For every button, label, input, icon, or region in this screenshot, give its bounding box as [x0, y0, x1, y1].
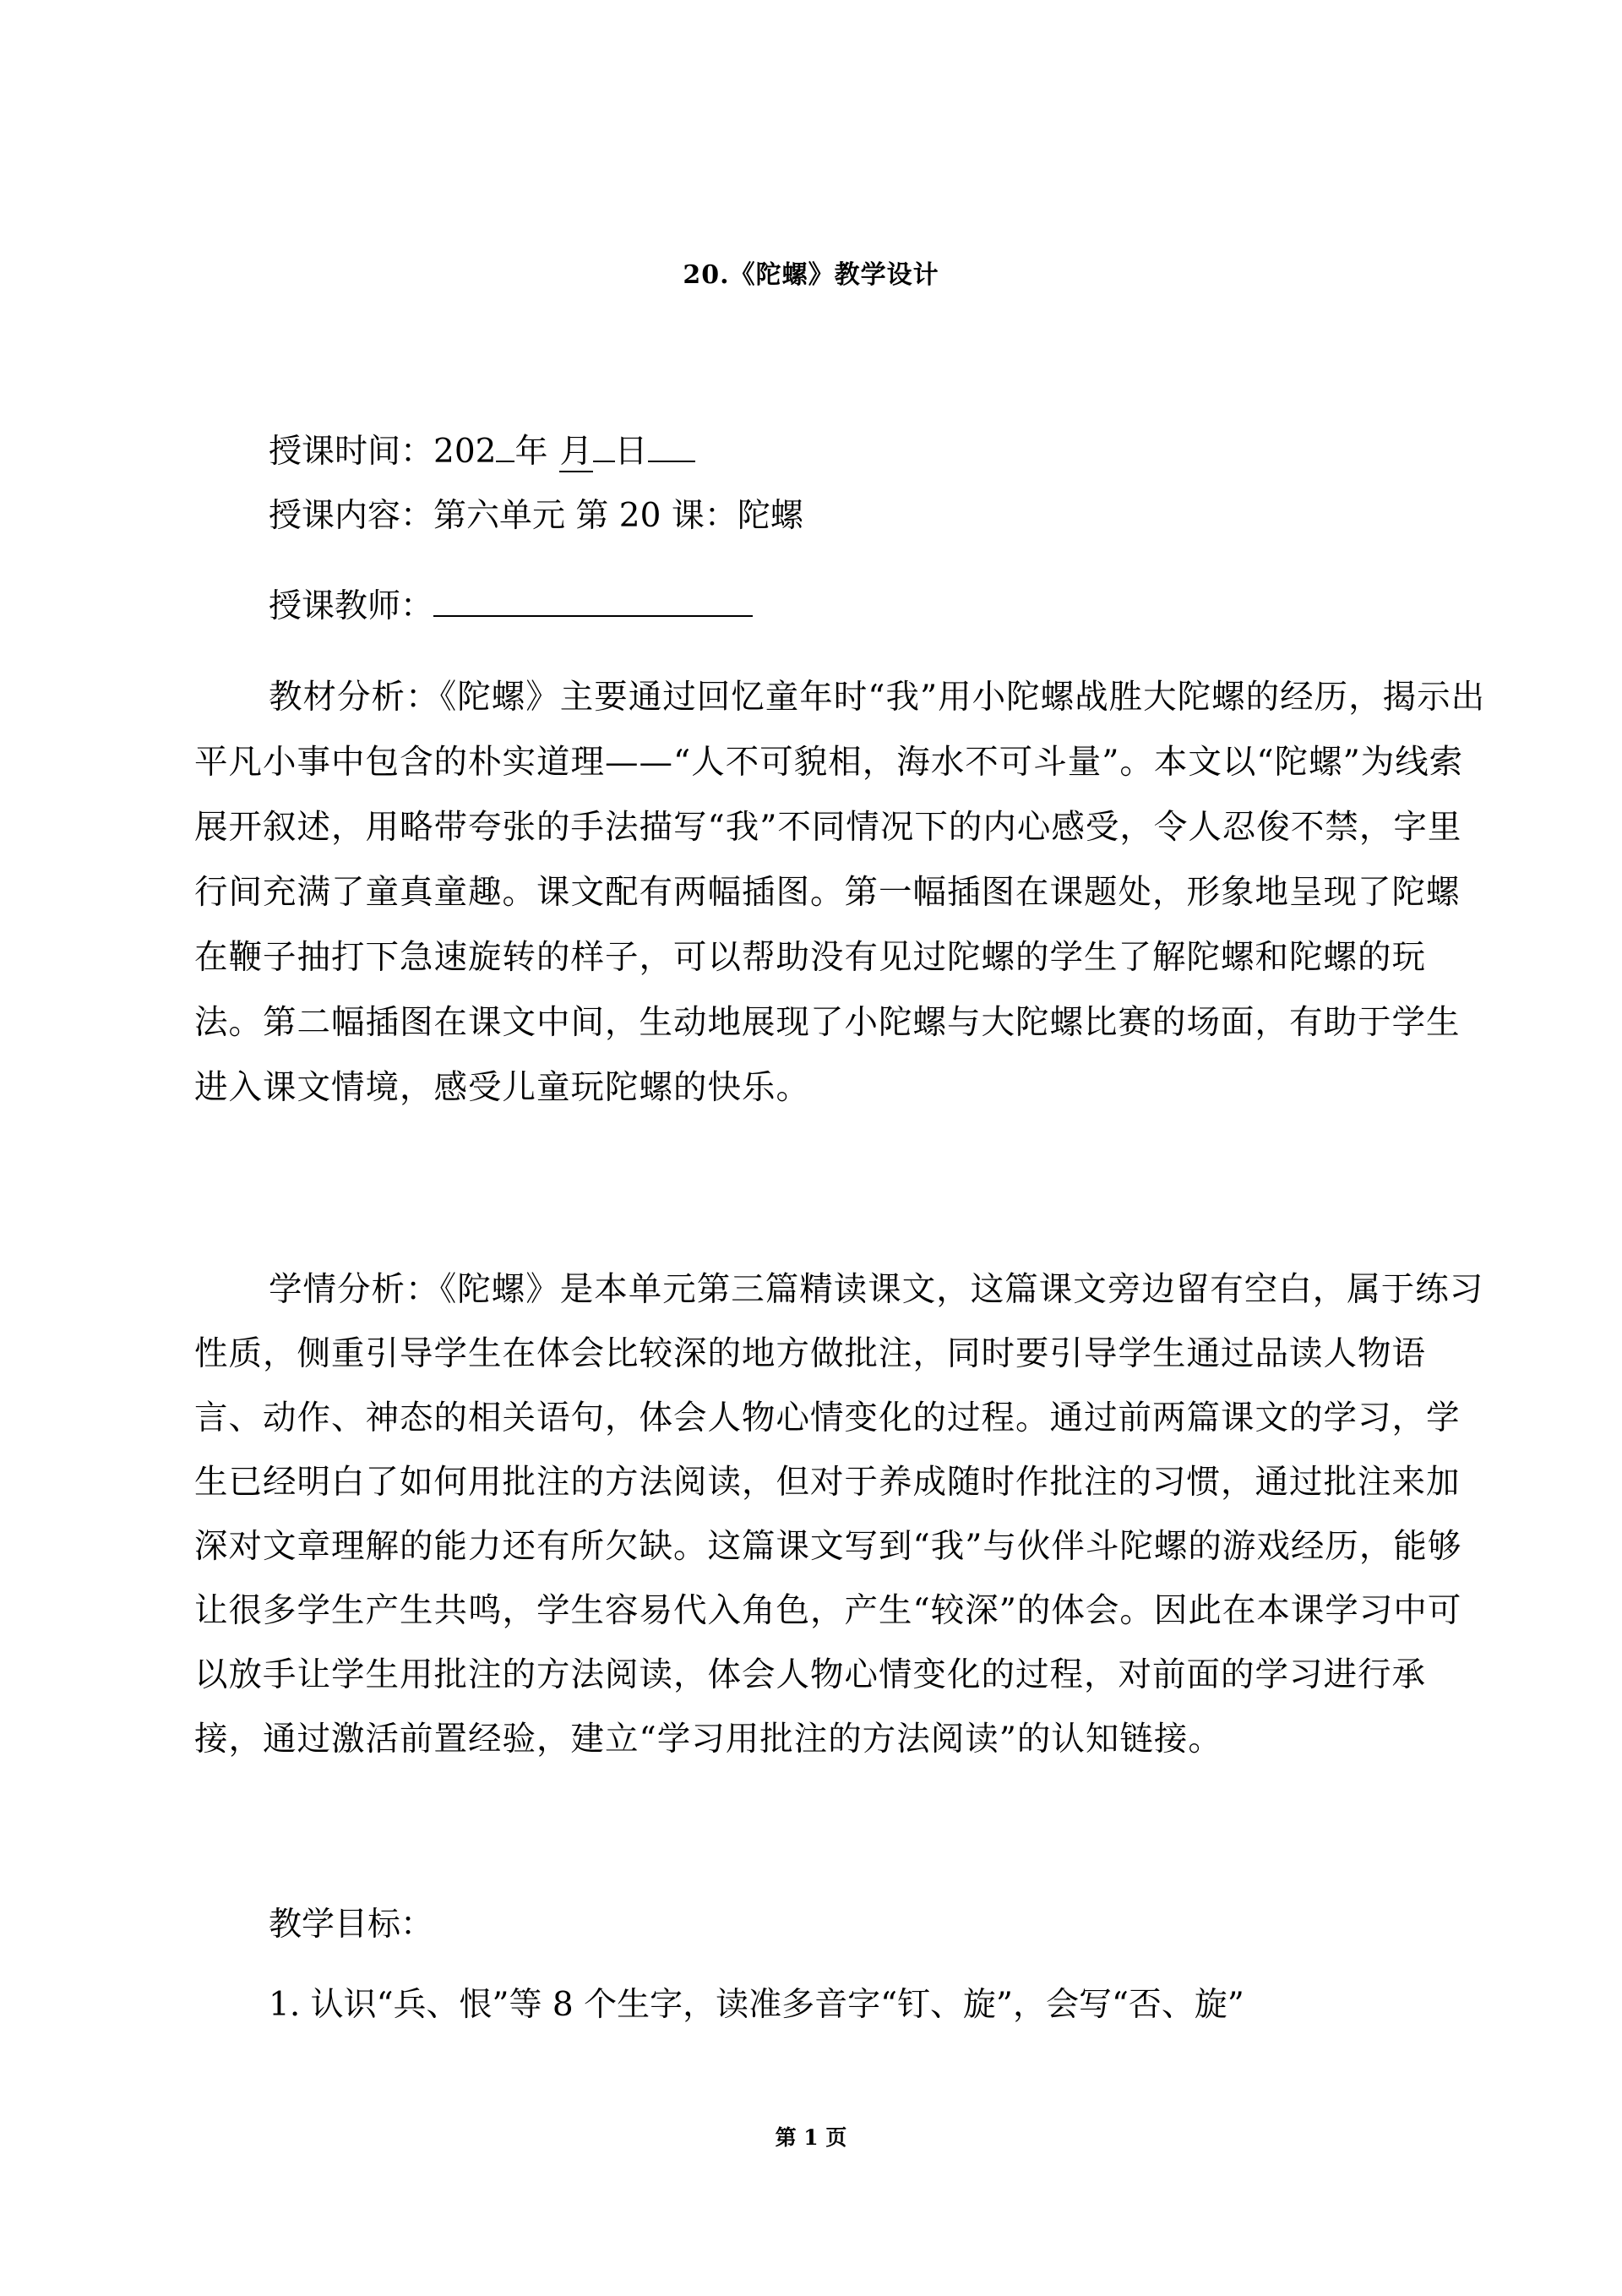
day-blank	[648, 432, 695, 462]
year-blank	[496, 432, 514, 462]
class-teacher-label: 授课教师：	[269, 587, 434, 625]
objectives-heading: 教学目标：	[269, 1906, 434, 1944]
class-time-year-prefix: 202	[433, 433, 497, 471]
page-number-footer: 第 1 页	[775, 2125, 847, 2150]
class-teacher-line	[269, 586, 753, 628]
material-analysis-paragraph: 教材分析：《陀螺》主要通过回忆童年时“我”用小陀螺战胜大陀螺的经历，揭示出平凡小事中包含的朴实道理——“人不可貌相，海水不可斗量”。本文以“陀螺”为线索展开叙述，用略带夸张的手法描写“我”不同情况下的内心感受，令人忍俊不禁，字里行间充满了童真童趣。课文配有两幅插图。第一幅插图在课题处，形象地呈现了陀螺在鞭子抽打下急速旋转的样子，可以帮助没有见过陀螺的学生了解陀螺和陀螺的玩法。第二幅插图在课文中间，生动地展现了小陀螺与大陀螺比赛的场面，有助于学生进入课文情境，感受儿童玩陀螺的快乐。	[194, 678, 1486, 1107]
month-blank	[593, 432, 615, 462]
page-title: 20.《陀螺》教学设计	[683, 260, 939, 290]
student-analysis-paragraph: 学情分析：《陀螺》是本单元第三篇精读课文，这篇课文旁边留有空白，属于练习性质，侧重引导学生在体会比较深的地方做批注，同时要引导学生通过品读人物语言、动作、神态的相关语句，体会人物心情变化的过程。通过前两篇课文的学习，学生已经明白了如何用批注的方法阅读，但对于养成随时作批注的习惯，通过批注来加深对文章理解的能力还有所欠缺。这篇课文写到“我”与伙伴斗陀螺的游戏经历，能够让很多学生产生共鸣，学生容易代入角色，产生“较深”的体会。因此在本课学习中可以放手让学生用批注的方法阅读，体会人物心情变化的过程，对前面的学习进行承接，通过激活前置经验，建立“学习用批注的方法阅读”的认知链接。	[194, 1270, 1484, 1759]
class-time-day: 日	[614, 433, 648, 471]
teacher-blank	[433, 586, 753, 617]
class-content-line: 授课内容：第六单元 第 20 课：陀螺	[269, 497, 803, 535]
class-time-month: 月	[559, 433, 593, 471]
objective-item-1: 1. 认识“兵、恨”等 8 个生字，读准多音字“钉、旋”，会写“否、旋”	[269, 1986, 1244, 2024]
class-time-line	[269, 431, 695, 473]
class-time-label: 授课时间：	[269, 433, 434, 471]
class-time-year: 年	[514, 433, 548, 471]
